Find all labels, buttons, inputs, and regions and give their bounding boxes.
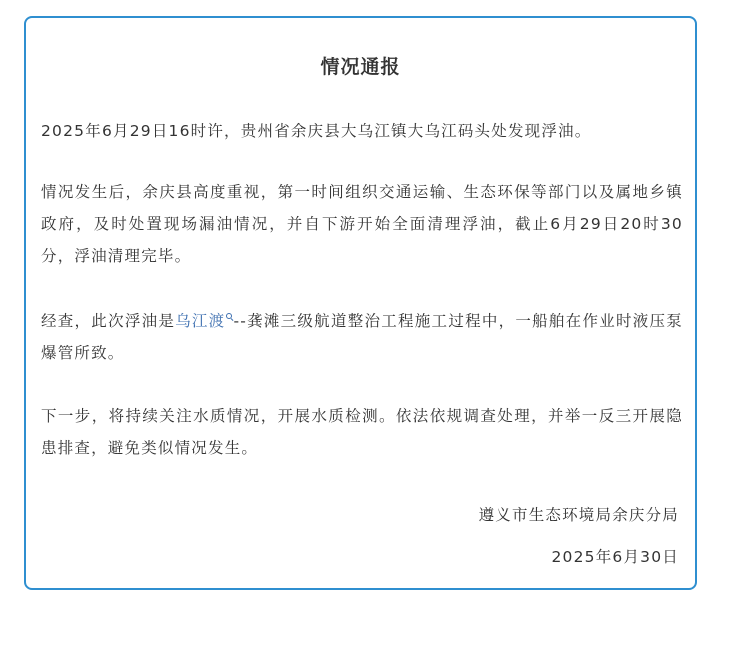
signature-date: 2025年6月30日 (551, 548, 679, 566)
paragraph-cause-rest: --龚滩三级航道整治工程施工过程中，一船舶在作业时液压泵爆管所致。 (41, 312, 683, 362)
paragraph-discovery: 2025年6月29日16时许，贵州省余庆县大乌江镇大乌江码头处发现浮油。 (41, 122, 592, 140)
signature-organization: 遵义市生态环境局余庆分局 (478, 506, 679, 524)
paragraph-response: 情况发生后，余庆县高度重视，第一时间组织交通运输、生态环保等部门以及属地乡镇政府，及时处置现场漏油情况，并自下游开始全面清理浮油，截止6月29日20时30分，浮油清理完毕。 (41, 183, 683, 265)
paragraph-next-steps: 下一步，将持续关注水质情况，开展水质检测。依法依规调查处理，并举一反三开展隐患排查，避免类似情况发生。 (41, 407, 683, 457)
paragraph-cause (41, 305, 683, 369)
link-wujiangdu-label: 乌江渡 (175, 312, 226, 330)
notice-title: 情况通报 (320, 56, 401, 78)
link-wujiangdu[interactable] (175, 312, 233, 330)
notice-card (24, 16, 697, 590)
paragraph-cause-lead: 经查，此次浮油是 (41, 312, 176, 330)
search-icon[interactable] (226, 313, 233, 320)
